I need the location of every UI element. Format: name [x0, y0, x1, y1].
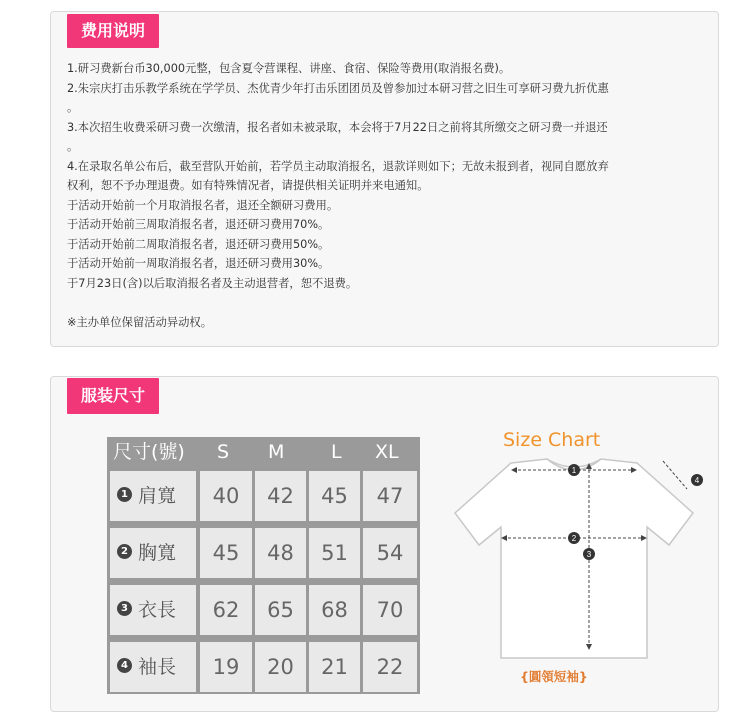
size-value-cell: 54: [363, 528, 417, 578]
tshirt-outline: [455, 459, 693, 658]
header-l: L: [331, 441, 342, 463]
row-measure-label: 胸寬: [138, 542, 177, 564]
size-value-cell: 42: [255, 471, 306, 521]
size-value-cell: 21: [309, 642, 360, 692]
size-row-label: [110, 528, 196, 578]
size-value-cell: 22: [363, 642, 417, 692]
fee-line: 于7月23日(含)以后取消报名者及主动退营者，恕不退费。: [67, 276, 358, 290]
fee-line: 2.朱宗庆打击乐教学系统在学学员、杰优青少年打击乐团团员及曾参加过本研习营之旧生可享研习费九折优惠: [67, 81, 609, 95]
shirt-type-caption: {圓領短袖}: [520, 669, 588, 684]
row-number-badge: 4: [117, 658, 132, 673]
svg-text:4: 4: [694, 476, 700, 485]
row-number-badge: 3: [117, 601, 132, 616]
size-chart-title: Size Chart: [503, 429, 601, 451]
svg-text:3: 3: [586, 550, 592, 559]
marker-2: [568, 532, 580, 544]
size-value-cell: 20: [255, 642, 306, 692]
fee-line: 。: [67, 140, 79, 153]
tshirt-diagram: [439, 453, 709, 663]
size-value-cell: 68: [309, 585, 360, 635]
fee-line: 。: [67, 101, 79, 114]
size-value-cell: 19: [200, 642, 252, 692]
fee-line: 3.本次招生收费采研习费一次缴清，报名者如未被录取，本会将于7月22日之前将其所缴交之研习费一并退还: [67, 120, 608, 134]
header-size-label: 尺寸(號): [113, 441, 185, 463]
spacer: [67, 293, 707, 313]
row-number-badge: 2: [117, 544, 132, 559]
row-measure-label: 衣長: [138, 599, 177, 621]
fee-note: ※主办单位保留活动异动权。: [67, 315, 213, 329]
marker-4: [691, 474, 703, 486]
fee-line: 4.在录取名单公布后，截至营队开始前，若学员主动取消报名，退款详则如下；无故未报到者，视同自愿放弃: [67, 159, 609, 173]
fee-text-block: [67, 59, 707, 332]
size-value-cell: 62: [200, 585, 252, 635]
svg-text:1: 1: [571, 466, 577, 475]
fee-line: 权利，恕不予办理退费。如有特殊情况者，请提供相关证明并来电通知。: [67, 179, 429, 192]
size-value-cell: 51: [309, 528, 360, 578]
size-value-cell: 70: [363, 585, 417, 635]
fee-line: 于活动开始前一个月取消报名者，退还全额研习费用。: [67, 198, 339, 212]
fee-line: 1.研习费新台币30,000元整，包含夏令营课程、讲座、食宿、保险等费用(取消报名费)。: [67, 62, 511, 75]
fee-section-title: 费用说明: [67, 14, 159, 48]
size-table: [107, 437, 420, 694]
size-value-cell: 47: [363, 471, 417, 521]
marker-3: [583, 548, 595, 560]
size-row-label: [110, 642, 196, 692]
row-measure-label: 袖長: [138, 656, 177, 678]
sleeve-arrow: [663, 461, 687, 489]
header-m: M: [268, 441, 285, 463]
row-measure-label: 肩寬: [138, 485, 177, 507]
row-number-badge: 1: [117, 487, 132, 502]
size-section-title: 服装尺寸: [67, 378, 159, 414]
size-info-card: [50, 376, 719, 712]
svg-text:2: 2: [571, 534, 577, 543]
fee-line: 于活动开始前三周取消报名者，退还研习费用70%。: [67, 218, 330, 231]
fee-line: 于活动开始前一周取消报名者，退还研习费用30%。: [67, 257, 330, 270]
size-table-header: [107, 437, 420, 467]
size-value-cell: 40: [200, 471, 252, 521]
size-row-label: [110, 471, 196, 521]
header-s: S: [217, 441, 230, 463]
header-xl: XL: [375, 441, 399, 463]
size-row-label: [110, 585, 196, 635]
size-value-cell: 45: [200, 528, 252, 578]
size-value-cell: 45: [309, 471, 360, 521]
size-value-cell: 48: [255, 528, 306, 578]
marker-1: [568, 464, 580, 476]
fee-line: 于活动开始前二周取消报名者，退还研习费用50%。: [67, 237, 330, 251]
size-value-cell: 65: [255, 585, 306, 635]
fee-info-card: [50, 11, 719, 347]
